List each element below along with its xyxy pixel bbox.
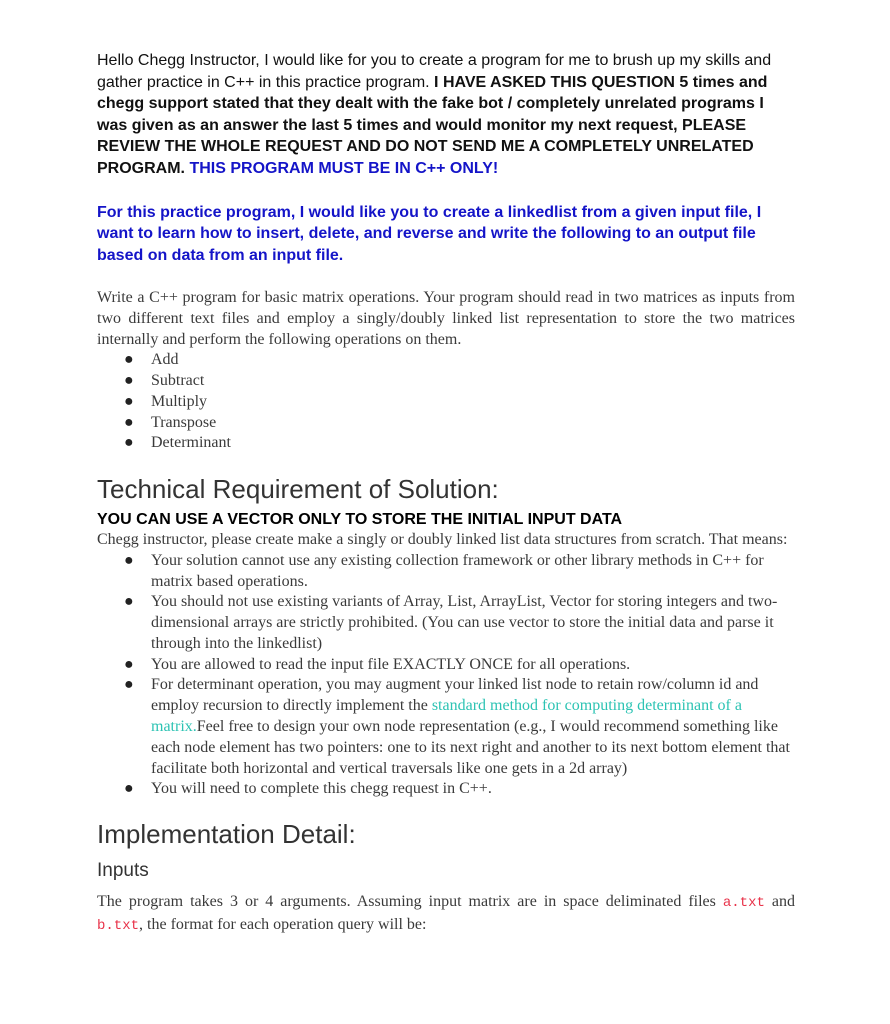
bullet-icon: ● <box>124 780 134 798</box>
arguments-paragraph: The program takes 3 or 4 arguments. Assuming input matrix are in space deliminated files a.txt and b.txt, the format for each operation query will be: <box>97 893 795 935</box>
list-item-subtract: ● Subtract <box>97 371 795 392</box>
bullet-icon: ● <box>124 551 134 569</box>
bullet-icon: ● <box>124 371 134 389</box>
instructor-paragraph: Chegg instructor, please create make a singly or doubly linked list data structures from scratch. That means: <box>97 531 788 549</box>
technical-requirement-heading: Technical Requirement of Solution: <box>97 474 499 505</box>
list-item-determinant: ● Determinant <box>97 433 795 454</box>
implementation-detail-heading: Implementation Detail: <box>97 819 356 850</box>
inputs-heading: Inputs <box>97 860 149 882</box>
requirement-item: ● You will need to complete this chegg request in C++. <box>97 779 795 800</box>
list-item-transpose: ● Transpose <box>97 413 795 434</box>
bullet-icon: ● <box>124 392 134 410</box>
bullet-icon: ● <box>124 434 134 452</box>
requirements-list <box>97 551 795 801</box>
file-a-code: a.txt <box>722 895 765 912</box>
intro-bold-text: I HAVE ASKED THIS QUESTION 5 times and chegg support stated that they dealt with the fake bot / completely unrelated programs I was given as an answer the last 5 times and would monitor my next request, PLEASE REVIEW THE WHOLE REQUEST AND DO NOT SEND ME A COMPLETELY UNRELATED PROGRAM. <box>97 73 768 177</box>
cpp-only-notice: THIS PROGRAM MUST BE IN C++ ONLY! <box>189 159 499 177</box>
bullet-icon: ● <box>124 351 134 369</box>
requirement-item: ● For determinant operation, you may augment your linked list node to retain row/column id and employ recursion to directly implement the standard method for computing determinant of a matrix.Feel free to design your own node representation (e.g., I would recommend something like each node element has two pointers: one to its next right and another to its next bottom element that facilitate both horizontal and vertical traversals like one gets in a 2d array) <box>124 676 790 777</box>
vector-rule-title: YOU CAN USE A VECTOR ONLY TO STORE THE INITIAL INPUT DATA <box>97 511 623 529</box>
file-b-code: b.txt <box>97 918 140 935</box>
matrix-intro-paragraph: Write a C++ program for basic matrix operations. Your program should read in two matrices as inputs from two different text files and employ a singly/doubly linked list representation to store the two matrices internally and perform the following operations on them. <box>97 289 795 348</box>
determinant-method-link[interactable]: standard method for computing determinant of a matrix. <box>151 697 742 736</box>
list-item-add: ● Add <box>97 350 795 371</box>
bullet-icon: ● <box>124 655 134 673</box>
intro-plain-text: Hello Chegg Instructor, I would like for you to create a program for me to brush up my skills and gather practice in C++ in this practice program. <box>97 52 772 91</box>
list-item-multiply: ● Multiply <box>97 392 795 413</box>
requirement-item: ● Your solution cannot use any existing collection framework or other library methods in C++ for matrix based operations. <box>124 551 764 590</box>
bullet-icon: ● <box>124 593 134 611</box>
requirement-item: ● You should not use existing variants of Array, List, ArrayList, Vector for storing integers and two-dimensional arrays are strictly prohibited. (You can use vector to store the initial data and parse it through into the linkedlist) <box>124 593 778 652</box>
bullet-icon: ● <box>124 413 134 431</box>
operations-list <box>97 350 795 454</box>
intro-paragraph <box>97 50 795 180</box>
document-page <box>97 50 795 937</box>
bullet-icon: ● <box>124 676 134 694</box>
requirement-item: ● You are allowed to read the input file EXACTLY ONCE for all operations. <box>97 655 795 676</box>
practice-description: For this practice program, I would like you to create a linkedlist from a given input file, I want to learn how to insert, delete, and reverse and write the following to an output file based on data from an input file. <box>97 203 762 264</box>
